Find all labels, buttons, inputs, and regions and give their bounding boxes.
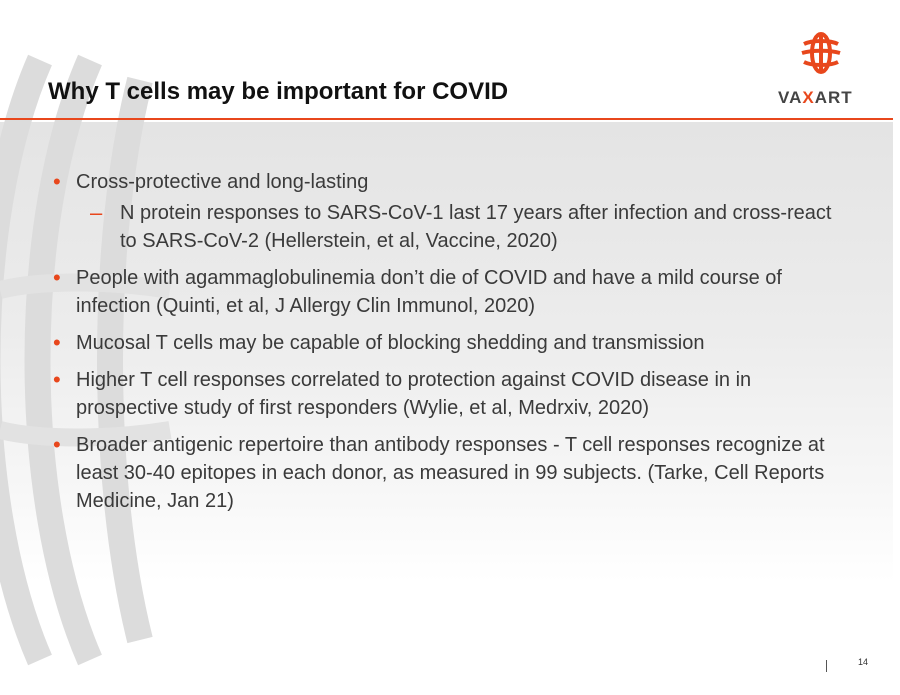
bullet-marker: • <box>53 330 61 355</box>
bullet-marker: • <box>53 432 61 457</box>
vaxart-logo <box>770 30 878 112</box>
bullet-list <box>48 168 848 524</box>
sub-bullet-item <box>48 199 848 255</box>
title-divider <box>0 118 893 120</box>
slide-title: Why T cells may be important for COVID <box>48 78 509 105</box>
bullet-text: Cross-protective and long-lasting <box>76 171 369 193</box>
bullet-text: People with agammaglobulinemia don’t die of COVID and have a mild course of infection (Quinti, et al, J Allergy Clin Immunol, 2020) <box>76 267 782 317</box>
bullet-text: Higher T cell responses correlated to protection against COVID disease in in prospective study of first responders (Wylie, et al, Medrxiv, 2020) <box>76 369 752 419</box>
bullet-item <box>48 264 848 320</box>
vaxart-wordmark: VAXART <box>778 88 853 107</box>
bullet-marker: • <box>53 367 61 392</box>
footer-divider <box>826 660 827 672</box>
sub-bullet-text: N protein responses to SARS-CoV-1 last 17 years after infection and cross-react to SARS-CoV-2 (Hellerstein, et al, Vaccine, 2020) <box>120 202 832 252</box>
bullet-marker: • <box>53 265 61 290</box>
bullet-text: Broader antigenic repertoire than antibody responses - T cell responses recognize at least 30-40 epitopes in each donor, as measured in 99 subjects. (Tarke, Cell Reports Medicine, Jan 21) <box>76 434 825 512</box>
page-number: 14 <box>858 657 869 667</box>
bullet-item <box>48 329 848 357</box>
bullet-item <box>48 431 848 515</box>
vaxart-globe-icon <box>798 30 844 76</box>
bullet-text: Mucosal T cells may be capable of blocking shedding and transmission <box>76 332 705 354</box>
bullet-item <box>48 366 848 422</box>
sub-bullet-marker: – <box>90 200 103 225</box>
bullet-item <box>48 168 848 255</box>
bullet-marker: • <box>53 169 61 194</box>
